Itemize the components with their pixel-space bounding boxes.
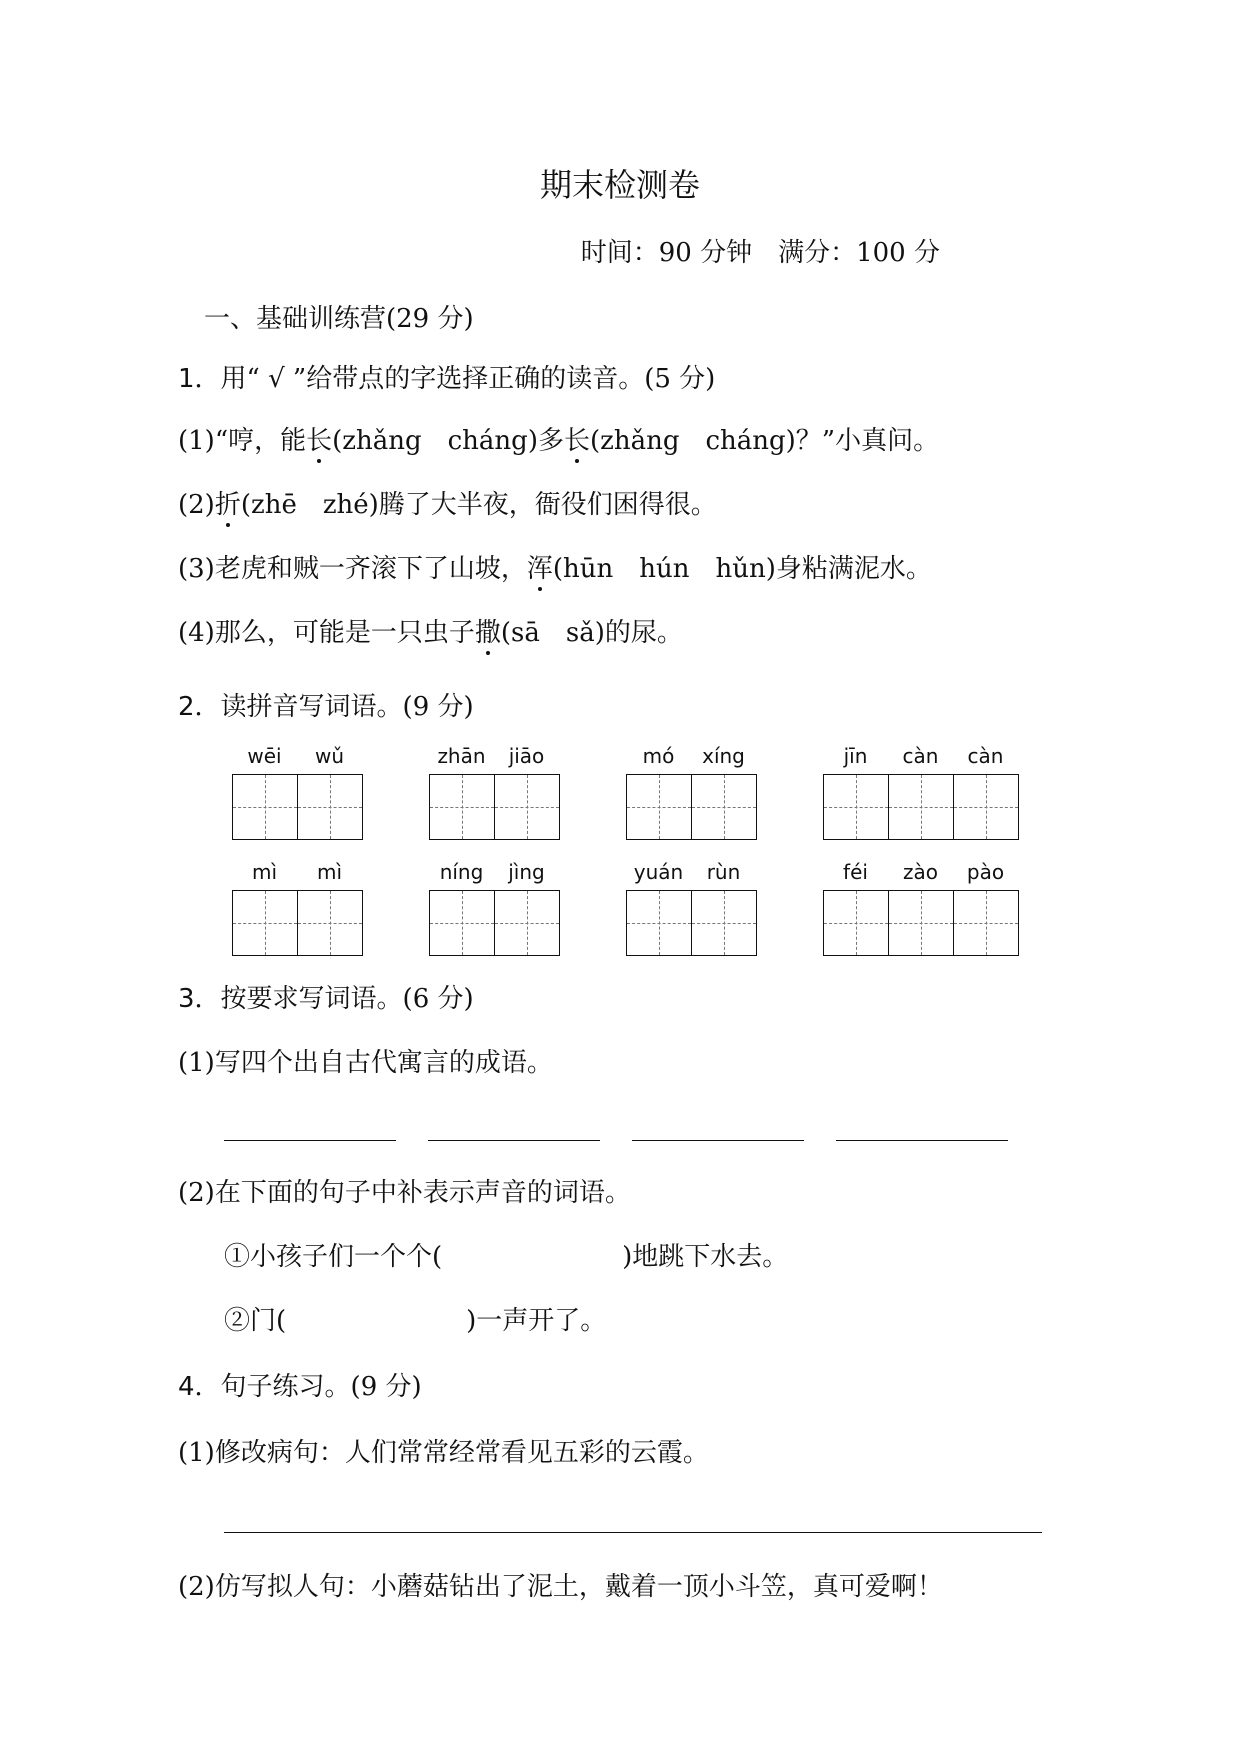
question-1-stem bbox=[178, 358, 715, 395]
writing-box[interactable] bbox=[824, 775, 888, 839]
writing-box[interactable] bbox=[297, 891, 362, 955]
pinyin-grid-3 bbox=[626, 744, 757, 840]
question-text: ．读拼音写词语。(9 分) bbox=[194, 692, 474, 722]
writing-box[interactable] bbox=[430, 891, 494, 955]
pinyin-label: xíng bbox=[702, 744, 745, 768]
answer-blank[interactable] bbox=[428, 1140, 600, 1141]
pinyin-label: jiāo bbox=[508, 744, 545, 768]
question-text: ．句子练习。(9 分) bbox=[194, 1372, 422, 1402]
pinyin-grid-7 bbox=[626, 860, 757, 956]
writing-box[interactable] bbox=[430, 775, 494, 839]
q3-sub-2: (2)在下面的句子中补表示声音的词语。 bbox=[178, 1178, 631, 1208]
writing-box[interactable] bbox=[297, 775, 362, 839]
writing-box[interactable] bbox=[691, 775, 756, 839]
writing-box[interactable] bbox=[953, 891, 1018, 955]
pinyin-grid-5 bbox=[232, 860, 363, 956]
q1-item-4 bbox=[178, 612, 683, 649]
q4-sub-2: (2)仿写拟人句：小蘑菇钻出了泥土，戴着一顶小斗笠，真可爱啊！ bbox=[178, 1572, 943, 1602]
q4-sub-1: (1)修改病句：人们常常经常看见五彩的云霞。 bbox=[178, 1438, 709, 1468]
writing-box[interactable] bbox=[494, 775, 559, 839]
sentence-end: )地跳下水去。 bbox=[622, 1242, 789, 1272]
pinyin-grid-1 bbox=[232, 744, 363, 840]
pinyin-label: níng bbox=[439, 860, 484, 884]
question-text: ．按要求写词语。(6 分) bbox=[194, 984, 474, 1014]
writing-box[interactable] bbox=[824, 891, 888, 955]
pinyin-grid-4 bbox=[823, 744, 1019, 840]
section-heading: 一、基础训练营(29 分) bbox=[204, 304, 474, 334]
dotted-char: 长 bbox=[306, 420, 332, 457]
dotted-char: 浑 bbox=[527, 548, 553, 585]
pinyin-options: (zhǎng cháng)？”小真问。 bbox=[589, 426, 940, 456]
pinyin-label: mó bbox=[642, 744, 675, 768]
q3-sub-1: (1)写四个出自古代寓言的成语。 bbox=[178, 1048, 553, 1078]
question-number: 3 bbox=[178, 984, 195, 1014]
question-text: ．用“ √ ”给带点的字选择正确的读音。(5 分) bbox=[194, 364, 716, 394]
page-title: 期末检测卷 bbox=[539, 166, 700, 204]
writing-box[interactable] bbox=[494, 891, 559, 955]
pinyin-label: rùn bbox=[706, 860, 741, 884]
pinyin-label: zào bbox=[903, 860, 938, 884]
pinyin-label: wēi bbox=[247, 744, 282, 768]
pinyin-label: pào bbox=[966, 860, 1005, 884]
pinyin-grid-6 bbox=[429, 860, 560, 956]
pinyin-label: féi bbox=[843, 860, 868, 884]
pinyin-grid-2 bbox=[429, 744, 560, 840]
writing-box[interactable] bbox=[888, 891, 953, 955]
question-number: 4 bbox=[178, 1372, 195, 1402]
answer-blank[interactable] bbox=[632, 1140, 804, 1141]
answer-blank[interactable] bbox=[836, 1140, 1008, 1141]
q1-item-1 bbox=[178, 420, 939, 457]
answer-blank[interactable] bbox=[224, 1140, 396, 1141]
writing-box[interactable] bbox=[233, 775, 297, 839]
writing-box[interactable] bbox=[627, 775, 691, 839]
pinyin-options: (hūn hún hǔn)身粘满泥水。 bbox=[552, 554, 932, 584]
sentence-start: ①小孩子们一个个( bbox=[224, 1242, 443, 1272]
pinyin-label: jìng bbox=[508, 860, 545, 884]
pinyin-options: (zhē zhé)腾了大半夜，衙役们困得很。 bbox=[240, 490, 717, 520]
q3-sentence-2 bbox=[224, 1300, 606, 1337]
dotted-char: 撒 bbox=[475, 612, 501, 649]
question-number: 2 bbox=[178, 692, 195, 722]
item-text: (1)“哼，能 bbox=[178, 426, 307, 456]
question-number: 1 bbox=[178, 364, 195, 394]
item-text: (3)老虎和贼一齐滚下了山坡， bbox=[178, 554, 527, 584]
q1-item-2 bbox=[178, 484, 717, 521]
answer-line[interactable] bbox=[224, 1532, 1042, 1533]
item-text: (4)那么，可能是一只虫子 bbox=[178, 618, 475, 648]
pinyin-label: càn bbox=[967, 744, 1004, 768]
pinyin-grid-8 bbox=[823, 860, 1019, 956]
dotted-char: 长 bbox=[564, 420, 590, 457]
pinyin-label: yuán bbox=[633, 860, 684, 884]
sentence-start: ②门( bbox=[224, 1306, 287, 1336]
pinyin-label: jīn bbox=[843, 744, 868, 768]
writing-box[interactable] bbox=[953, 775, 1018, 839]
pinyin-label: càn bbox=[902, 744, 939, 768]
writing-box[interactable] bbox=[691, 891, 756, 955]
item-text: (2) bbox=[178, 490, 215, 520]
sentence-end: )一声开了。 bbox=[466, 1306, 607, 1336]
question-2-stem bbox=[178, 686, 474, 723]
writing-box[interactable] bbox=[233, 891, 297, 955]
pinyin-options: (sā sǎ)的尿。 bbox=[500, 618, 683, 648]
pinyin-label: wǔ bbox=[314, 744, 345, 768]
pinyin-label: mì bbox=[251, 860, 278, 884]
writing-box[interactable] bbox=[627, 891, 691, 955]
writing-box[interactable] bbox=[888, 775, 953, 839]
question-3-stem bbox=[178, 978, 474, 1015]
pinyin-options: (zhǎng cháng)多 bbox=[332, 426, 564, 456]
question-4-stem bbox=[178, 1366, 422, 1403]
q3-sentence-1 bbox=[224, 1236, 788, 1273]
q1-item-3 bbox=[178, 548, 932, 585]
exam-meta: 时间：90 分钟 满分：100 分 bbox=[580, 238, 940, 268]
dotted-char: 折 bbox=[215, 484, 241, 521]
pinyin-label: zhān bbox=[437, 744, 486, 768]
pinyin-label: mì bbox=[316, 860, 343, 884]
